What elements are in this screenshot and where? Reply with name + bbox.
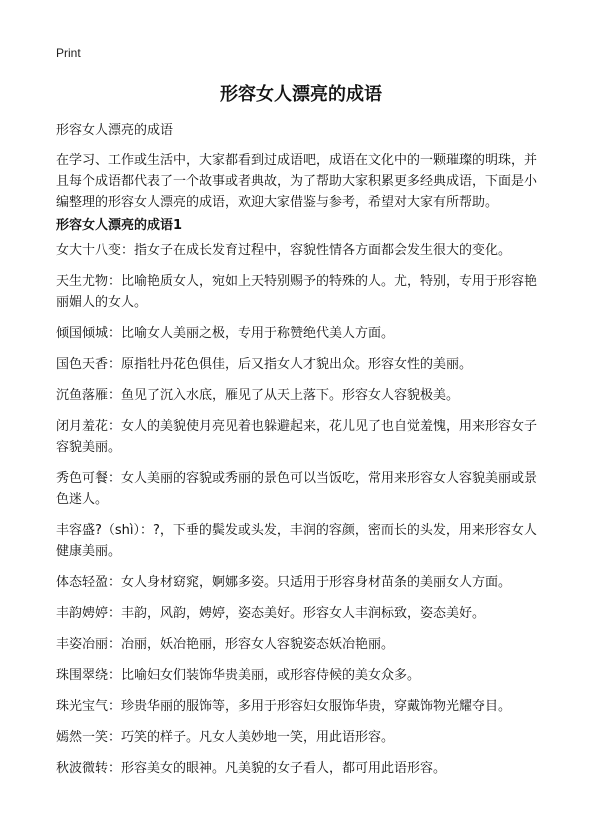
print-link[interactable]: Print bbox=[56, 46, 81, 60]
idiom-entry: 丰容盛?（shì）：?，下垂的鬓发或头发，丰润的容颜，密而长的头发，用来形容女人健康美丽。 bbox=[56, 523, 537, 559]
idiom-entry: 嫣然一笑：巧笑的样子。凡女人美妙地一笑，用此语形容。 bbox=[56, 730, 395, 745]
idiom-entry: 丰姿冶丽：冶丽，妖冶艳丽，形容女人容貌姿态妖冶艳丽。 bbox=[56, 637, 395, 652]
idiom-entry: 女大十八变：指女子在成长发育过程中，容貌性情各方面都会发生很大的变化。 bbox=[56, 243, 512, 258]
idiom-entry: 闭月羞花：女人的美貌使月亮见着也躲避起来，花儿见了也自觉羞愧，用来形容女子容貌美丽。 bbox=[56, 419, 538, 455]
page-title: 形容女人漂亮的成语 bbox=[220, 84, 382, 105]
section-heading: 形容女人漂亮的成语1 bbox=[56, 218, 183, 233]
idiom-entry: 沉鱼落雁：鱼见了沉入水底，雁见了从天上落下。形容女人容貌极美。 bbox=[56, 388, 460, 403]
idiom-entry: 倾国倾城：比喻女人美丽之极，专用于称赞绝代美人方面。 bbox=[56, 326, 395, 341]
idiom-entry: 珠光宝气：珍贵华丽的服饰等，多用于形容妇女服饰华贵，穿戴饰物光耀夺目。 bbox=[56, 699, 512, 714]
intro-paragraph: 在学习、工作或生活中，大家都看到过成语吧，成语在文化中的一颗璀璨的明珠，并且每个成语都代表了一个故事或者典故，为了帮助大家积累更多经典成语，下面是小编整理的形容女人漂亮的成语，欢迎大家借鉴与参考，希望对大家有所帮助。 bbox=[56, 153, 538, 210]
idiom-list bbox=[56, 240, 548, 789]
idiom-entry: 秀色可餐：女人美丽的容貌或秀丽的景色可以当饭吃，常用来形容女人容貌美丽或景色迷人。 bbox=[56, 471, 538, 507]
idiom-entry: 体态轻盈：女人身材窈窕，婀娜多姿。只适用于形容身材苗条的美丽女人方面。 bbox=[56, 575, 512, 590]
idiom-entry: 天生尤物：比喻艳质女人，宛如上天特别赐予的特殊的人。尤，特别，专用于形容艳丽媚人的女人。 bbox=[56, 274, 538, 310]
idiom-entry: 秋波微转：形容美女的眼神。凡美貌的女子看人，都可用此语形容。 bbox=[56, 761, 447, 776]
article-subtitle: 形容女人漂亮的成语 bbox=[56, 123, 174, 138]
idiom-entry: 国色天香：原指牡丹花色俱佳，后又指女人才貌出众。形容女性的美丽。 bbox=[56, 357, 473, 372]
idiom-entry: 珠围翠绕：比喻妇女们装饰华贵美丽，或形容侍候的美女众多。 bbox=[56, 668, 421, 683]
idiom-entry: 丰韵娉婷：丰韵，风韵，娉婷，姿态美好。形容女人丰润标致，姿态美好。 bbox=[56, 606, 486, 621]
